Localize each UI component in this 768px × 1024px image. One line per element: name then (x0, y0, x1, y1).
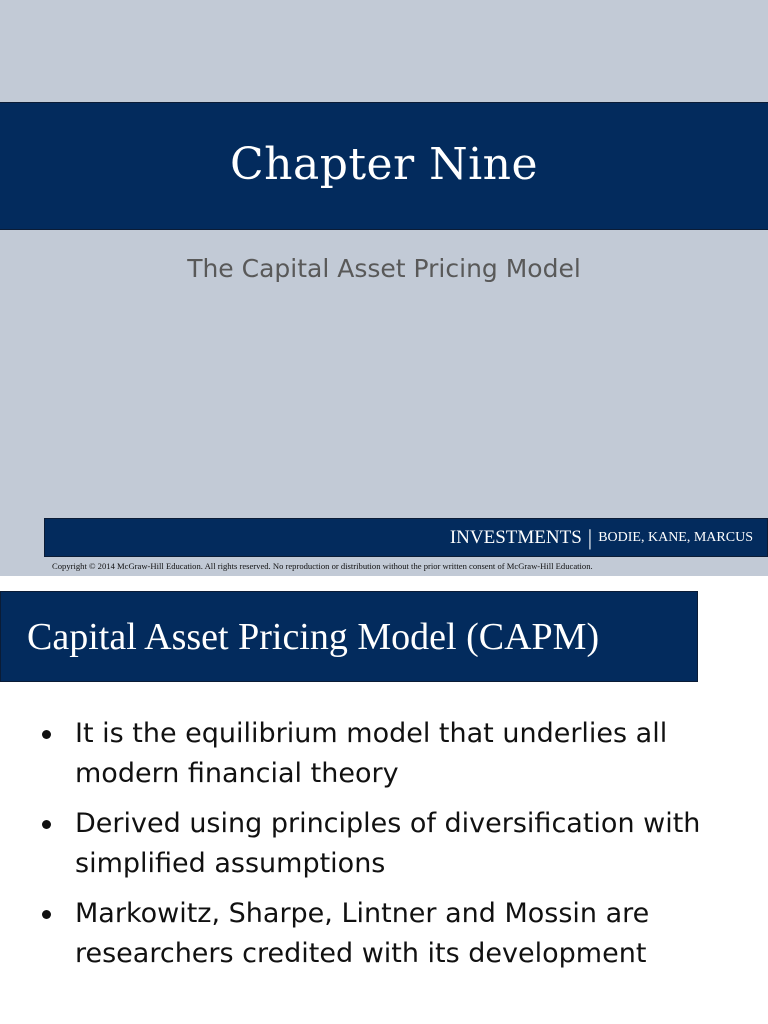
bullet-text: It is the equilibrium model that underlies all modern financial theory (75, 718, 668, 789)
copyright-notice: Copyright © 2014 McGraw-Hill Education. All rights reserved. No reproduction or distribution without the prior written consent of McGraw-Hill Education. (52, 561, 593, 571)
footer-authors: BODIE, KANE, MARCUS (598, 529, 753, 545)
bullet-dot-icon (42, 820, 51, 829)
bullet-dot-icon (42, 910, 51, 919)
slide-title-band (0, 591, 698, 682)
bullet-list (0, 714, 768, 984)
chapter-title: Chapter Nine (229, 138, 539, 190)
footer-band (44, 518, 768, 557)
bullet-item (0, 804, 768, 884)
title-band (0, 102, 768, 230)
chapter-subtitle: The Capital Asset Pricing Model (187, 254, 581, 283)
bullet-text: Markowitz, Sharpe, Lintner and Mossin are researchers credited with its development (75, 898, 650, 969)
content-slide (0, 576, 768, 1024)
slide-title: Capital Asset Pricing Model (CAPM) (27, 615, 600, 658)
bullet-text: Derived using principles of diversification with simplified assumptions (75, 808, 701, 879)
footer-brand: INVESTMENTS (449, 526, 582, 548)
bullet-item (0, 714, 768, 794)
bullet-item (0, 894, 768, 974)
footer-separator: | (587, 524, 593, 550)
bullet-dot-icon (42, 730, 51, 739)
